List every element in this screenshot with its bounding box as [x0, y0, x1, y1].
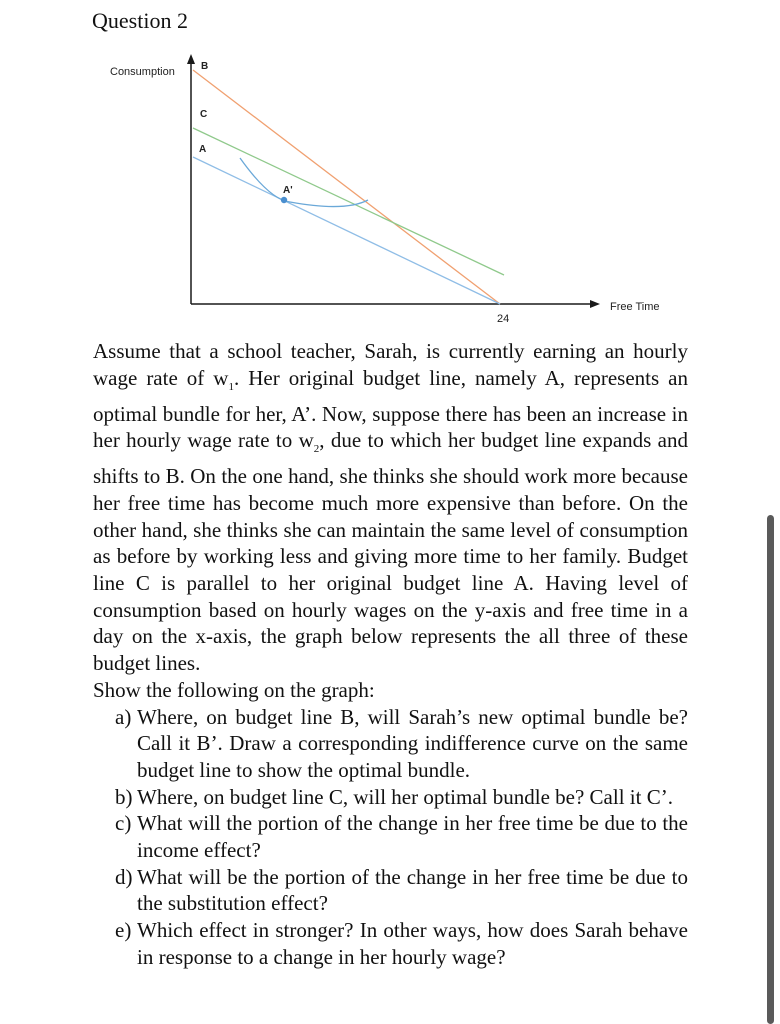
wage-subscript-1: 1 [228, 380, 234, 393]
budget-line-c [193, 128, 504, 275]
question-item-b: b) Where, on budget line C, will her optimal bundle be? Call it C’. [115, 784, 673, 809]
budget-line-graph [0, 40, 780, 340]
optimal-point-a-prime [281, 197, 287, 203]
question-title: Question 2 [92, 8, 188, 33]
x-axis-label: Free Time [610, 301, 660, 313]
question-item-d: d) What will be the portion of the change in her free time be due to the substitution effect? [115, 864, 688, 916]
x-axis-tick-24: 24 [497, 313, 510, 325]
question-item-c: c) What will the portion of the change in her free time be due to the income effect? [115, 811, 688, 863]
question-item-a: a) Where, on budget line B, will Sarah’s new optimal bundle be? Call it B’. Draw a corresponding indifference curve on the same budget line to show the optimal bundle. [115, 704, 688, 782]
question-item-e: e) Which effect in stronger? In other ways, how does Sarah behave in response to a change in her hourly wage? [115, 918, 688, 969]
y-axis-arrow [187, 54, 195, 64]
label-c: C [200, 109, 208, 120]
label-a: A [199, 144, 207, 155]
show-following-heading: Show the following on the graph: [93, 677, 375, 702]
label-b: B [201, 61, 209, 72]
indifference-curve-a [240, 158, 368, 207]
wage-subscript-2: 2 [313, 443, 320, 456]
budget-line-b [193, 70, 500, 304]
question-text [93, 338, 688, 971]
x-axis-arrow [590, 300, 600, 308]
label-a-prime: A' [283, 185, 293, 196]
intro-paragraph: Assume that a school teacher, Sarah, is currently earning an hourly wage rate of $w_1$. Her original budget line, namely A, represents an optimal bundle for her, A’. Now, suppose there has been an increase in her hourly wage rate to $w_2$, due to which her budget line expands and shifts to B. On the one hand, she thinks she should work more because her free time has become much more expensive than before. On the other hand, she thinks she can maintain the same level of consumption as before by working less and giving more time to her family. Budget line C is parallel to her original budget line A. Having level of consumption based on hourly wages on the y-axis and free time in a day on the x-axis, the graph below represents the all three of these budget lines. [93, 339, 688, 676]
question-list [93, 704, 688, 971]
y-axis-label: Consumption [110, 66, 175, 78]
budget-line-a [193, 157, 500, 304]
vertical-scrollbar[interactable] [767, 515, 774, 1024]
